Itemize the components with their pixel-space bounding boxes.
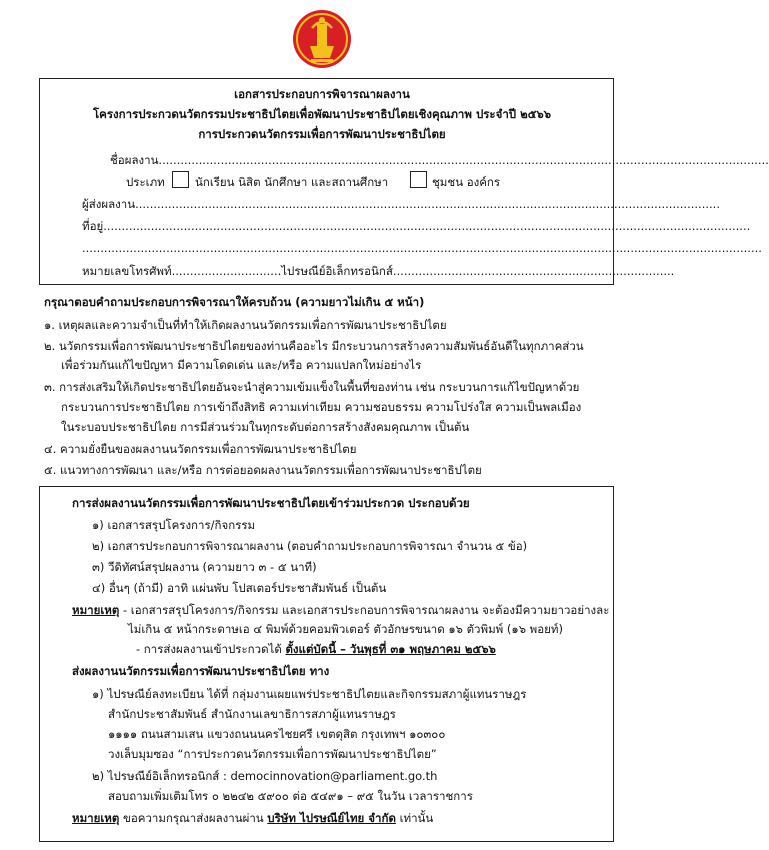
submission-item-1: ๑) เอกสารสรุปโครงการ/กิจกรรม [92, 518, 256, 532]
final-note-end: เท่านั้น [395, 811, 434, 825]
form-title-3: การประกวดนวัตกรรมเพื่อการพัฒนาประชาธิปไตย [198, 127, 446, 141]
note-label: หมายเหตุ [72, 603, 120, 617]
parliament-emblem-logo [292, 6, 352, 72]
form-title-2: โครงการประกวดนวัตกรรมประชาธิปไตยเพื่อพัฒนาประชาธิปไตยเชิงคุณภาพ ประจำปี ๒๕๖๖ [92, 107, 551, 121]
question-item-3-cont2: ในระบอบประชาธิปไตย การมีส่วนร่วมในทุกระดับต่อการสร้างสังคมคุณภาพ เป็นต้น [61, 420, 470, 434]
questions-heading: กรุณาตอบคำถามประกอบการพิจารณาให้ครบถ้วน (ความยาวไม่เกิน ๕ หน้า) [44, 295, 425, 309]
note-line-1 [72, 603, 609, 617]
question-item-3: ๓. การส่งเสริมให้เกิดประชาธิปไตยอันจะนำสู่ความเข้มแข็งในพื้นที่ของท่าน เช่น กระบวนการแก้ไขปัญหาด้วย [44, 380, 580, 394]
note-text-3: - การส่งผลงานเข้าประกวดได้ [136, 642, 286, 656]
address-field[interactable]: ที่อยู่................................................................................................................................................................................. [82, 219, 751, 233]
student-category-checkbox[interactable] [172, 171, 189, 188]
note-text-1: - เอกสารสรุปโครงการ/กิจกรรม และเอกสารประกอบการพิจารณาผลงาน จะต้องมีความยาวอย่างละ [119, 603, 610, 617]
question-item-5: ๕. แนวทางการพัฒนา และ/หรือ การต่อยอดผลงานนวัตกรรมเพื่อการพัฒนาประชาธิปไตย [44, 463, 482, 477]
community-category-checkbox[interactable] [410, 171, 427, 188]
contact-field[interactable]: หมายเลขโทรศัพท์..............................ไปรษณีย์อิเล็กทรอนิกส์............................................................................. [82, 264, 675, 278]
final-note-mid: ขอความกรุณาส่งผลงานผ่าน [119, 811, 268, 825]
address-field-line2[interactable]: .......................................................................................................................................................................................... [82, 241, 762, 255]
question-item-3-cont: กระบวนการประชาธิปไตย การเข้าถึงสิทธิ ความเท่าเทียม ความชอบธรรม ความโปร่งใส ความเป็นพลเมือง [61, 400, 582, 414]
send-option-post-line3: ๑๑๑๑ ถนนสามเสน แขวงถนนนครไชยศรี เขตดุสิต กรุงเทพฯ ๑๐๓๐๐ [108, 727, 446, 741]
submission-item-4: ๔) อื่นๆ (ถ้ามี) อาทิ แผ่นพับ โปสเตอร์ประชาสัมพันธ์ เป็นต้น [92, 581, 387, 595]
send-option-post-line1: ๑) ไปรษณีย์ลงทะเบียน ได้ที่ กลุ่มงานเผยแพร่ประชาธิปไตยและกิจกรรมสภาผู้แทนราษฎร [92, 687, 527, 701]
question-item-4: ๔. ความยั่งยืนของผลงานนวัตกรรมเพื่อการพัฒนาประชาธิปไตย [44, 442, 357, 456]
form-title-1: เอกสารประกอบการพิจารณาผลงาน [234, 87, 410, 101]
submission-item-3: ๓) วีดิทัศน์สรุปผลงาน (ความยาว ๓ - ๕ นาที) [92, 560, 317, 574]
final-note-label: หมายเหตุ [72, 811, 120, 825]
work-name-field[interactable]: ชื่อผลงาน....................................................................................................................................................................... [110, 153, 769, 167]
note-line-3 [136, 642, 496, 656]
send-option-post-line4: วงเล็บมุมซอง “การประกวดนวัตกรรมเพื่อการพัฒนาประชาธิปไตย” [108, 747, 437, 761]
note-line-2: ไม่เกิน ๕ หน้ากระดาษเอ ๔ พิมพ์ด้วยคอมพิวเตอร์ ตัวอักษรขนาด ๑๖ ตัวพิมพ์ (๑๖ พอยท์) [128, 622, 563, 636]
send-heading: ส่งผลงานนวัตกรรมเพื่อการพัฒนาประชาธิปไตย ทาง [72, 664, 330, 678]
send-option-email-line2: สอบถามเพิ่มเติมโทร ๐ ๒๒๔๒ ๕๙๐๐ ต่อ ๕๔๙๑ – ๙๕ ในวัน เวลาราชการ [108, 789, 473, 803]
submitter-field[interactable]: ผู้ส่งผลงาน................................................................................................................................................................ [82, 197, 720, 211]
category-label: ประเภท [126, 175, 165, 189]
final-note-company: บริษัท ไปรษณีย์ไทย จำกัด [267, 811, 396, 825]
send-option-email-line1: ๒) ไปรษณีย์อิเล็กทรอนิกส์ : democinnovation@parliament.go.th [92, 769, 438, 783]
student-category-label: นักเรียน นิสิต นักศึกษา และสถานศึกษา [195, 175, 389, 189]
question-item-1: ๑. เหตุผลและความจำเป็นที่ทำให้เกิดผลงานนวัตกรรมเพื่อการพัฒนาประชาธิปไตย [44, 318, 447, 332]
community-category-label: ชุมชน องค์กร [432, 175, 501, 189]
question-item-2-cont: เพื่อร่วมกันแก้ไขปัญหา มีความโดดเด่น และ/หรือ ความแปลกใหม่อย่างไร [61, 358, 422, 372]
deadline-text: ตั้งแต่บัดนี้ – วันพุธที่ ๓๑ พฤษภาคม ๒๕๖๖ [285, 642, 496, 656]
question-item-2: ๒. นวัตกรรมเพื่อการพัฒนาประชาธิปไตยของท่านคืออะไร มีกระบวนการสร้างความสัมพันธ์อันดีในทุกภาคส่วน [44, 339, 584, 353]
submission-heading: การส่งผลงานนวัตกรรมเพื่อการพัฒนาประชาธิปไตยเข้าร่วมประกวด ประกอบด้วย [72, 496, 470, 510]
send-option-post-line2: สำนักประชาสัมพันธ์ สำนักงานเลขาธิการสภาผู้แทนราษฎร [108, 707, 396, 721]
final-note [72, 811, 433, 825]
submission-item-2: ๒) เอกสารประกอบการพิจารณาผลงาน (ตอบคำถามประกอบการพิจารณา จำนวน ๕ ข้อ) [92, 539, 528, 553]
